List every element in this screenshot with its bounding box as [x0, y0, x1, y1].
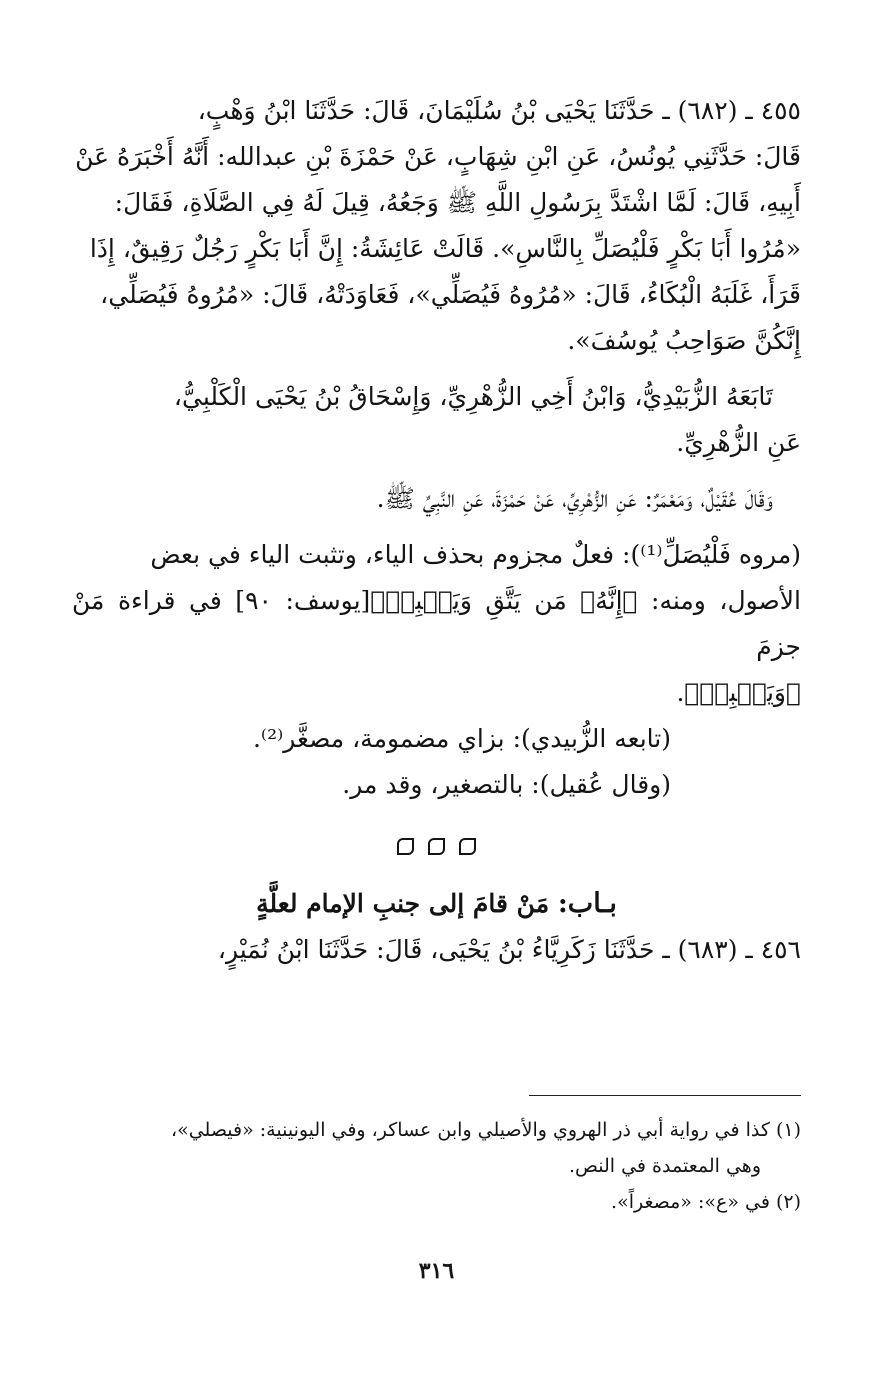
commentary-line-3: ﴿وَيَصۡبِرۡ﴾. [676, 678, 801, 707]
page-number: ٣١٦ [418, 1258, 455, 1284]
footnote-1-line-2: وهي المعتمدة في النص. [568, 1155, 761, 1177]
commentary-line-1: (مروه فَلْيُصَلِّ⁽¹⁾): فعلٌ مجزوم بحذف الياء، وتثبت الياء في بعض [150, 540, 801, 569]
footnotes [72, 1112, 801, 1220]
square-ornament-icon [459, 838, 476, 855]
footnote-2: (٢) في «ع»: «مصغراً». [611, 1191, 801, 1213]
tabaahu-line-1: تَابَعَهُ الزُّبَيْدِيُّ، وَابْنُ أَخِي الزُّهْرِيِّ، وَإِسْحَاقُ بْنُ يَحْيَى الْكَلْبِيُّ، [173, 382, 773, 411]
chapter-title: مَنْ قامَ إلى جنبِ الإمام لعلَّةٍ [256, 889, 550, 918]
main-text [72, 88, 801, 973]
hadith-455-line-5: قَرَأَ، غَلَبَهُ الْبُكَاءُ، قَالَ: «مُرُوهُ فَيُصَلِّي»، فَعَاوَدَتْهُ، قَالَ: «مُرُوهُ فَيُصَلِّي، [100, 280, 801, 309]
hadith-455-line-3: أَبِيهِ، قَالَ: لَمَّا اشْتَدَّ بِرَسُولِ اللَّهِ ﷺ وَجَعُهُ، قِيلَ لَهُ فِي الصَّلَاةِ، فَقَالَ: [114, 188, 801, 217]
tabaahu-line-2: عَنِ الزُّهْرِيِّ. [676, 428, 801, 457]
hadith-455-line-6: إِنَّكُنَّ صَوَاحِبُ يُوسُفَ». [567, 326, 801, 355]
commentary-line-2: الأصول، ومنه: ﴿إِنَّهُۥ مَن يَتَّقِ وَيَصۡبِرۡ﴾[يوسف: ٩٠] في قراءة مَنْ جزمَ [72, 586, 801, 661]
footnote-divider [529, 1095, 801, 1096]
square-ornament-icon [428, 838, 445, 855]
commentary-note-2: (وقال عُقيل): بالتصغير، وقد مر. [342, 770, 671, 799]
square-ornament-icon [397, 838, 414, 855]
hadith-455-line-2: قَالَ: حَدَّثَنِي يُونُسُ، عَنِ ابْنِ شِهَابٍ، عَنْ حَمْزَةَ بْنِ عبدالله: أَنَّهُ أَخْبَرَهُ عَنْ [75, 142, 801, 171]
chapter-label: بـاب: [557, 888, 617, 919]
hadith-455-line-1: ٤٥٥ ـ (٦٨٢) ـ حَدَّثَنَا يَحْيَى بْنُ سُلَيْمَانَ، قَالَ: حَدَّثَنَا ابْنُ وَهْبٍ، [197, 96, 801, 125]
footnote-1-line-1: (١) كذا في رواية أبي ذر الهروي والأصيلي وابن عساكر، وفي اليونينية: «فيصلي»، [170, 1119, 801, 1141]
section-separator-icons [72, 838, 801, 855]
commentary-note-1: (تابعه الزُّبيدي): بزاي مضمومة، مصغَّر⁽²⁾. [252, 724, 671, 753]
chapter-heading [72, 881, 801, 927]
hadith-455-line-4: «مُرُوا أَبَا بَكْرٍ فَلْيُصَلِّ بِالنَّاسِ». قَالَتْ عَائِشَةُ: إِنَّ أَبَا بَكْرٍ رَجُلٌ رَقِيقٌ، إِذَا [89, 234, 801, 263]
qala-line: وَقَالَ عُقَيْلٌ، وَمَعْمَرٌ: عَنِ الزُّهْرِيِّ، عَنْ حَمْزَةَ، عَنِ النَّبِيِّ ﷺ. [376, 484, 773, 513]
hadith-456-line: ٤٥٦ ـ (٦٨٣) ـ حَدَّثَنَا زَكَرِيَّاءُ بْنُ يَحْيَى، قَالَ: حَدَّثَنَا ابْنُ نُمَيْرٍ، [217, 935, 801, 964]
